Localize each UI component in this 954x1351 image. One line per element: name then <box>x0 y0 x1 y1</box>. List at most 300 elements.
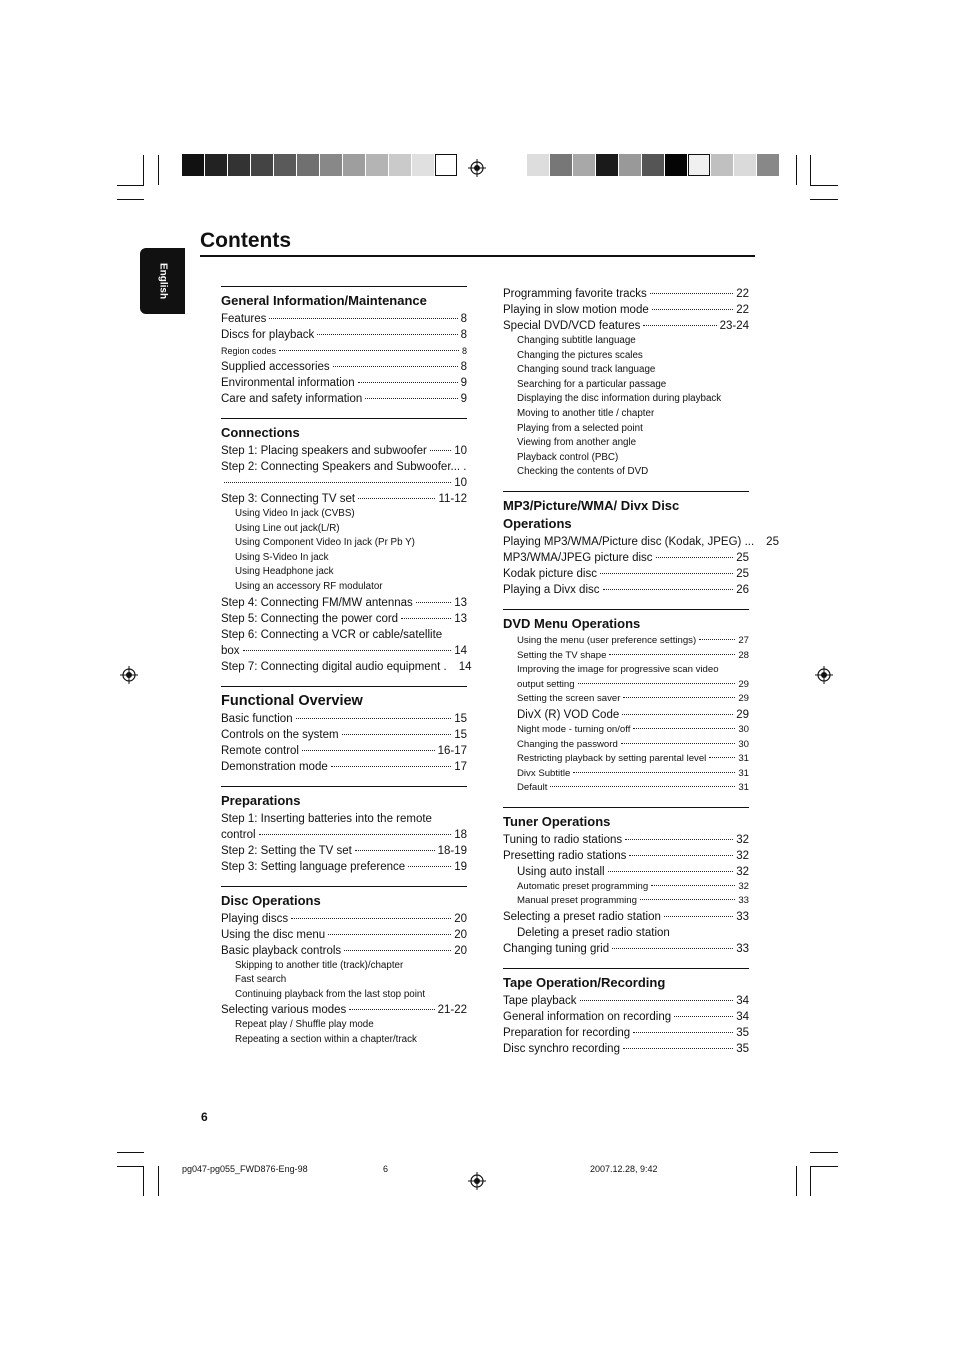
colorbar-swatch <box>642 154 664 176</box>
section-rule <box>503 609 749 610</box>
toc-entry-title: Selecting various modes <box>221 1004 347 1017</box>
toc-entry[interactable] <box>503 707 749 723</box>
toc-entry[interactable] <box>503 723 749 738</box>
section-heading: Tuner Operations <box>503 813 611 829</box>
toc-entry-page: 31 <box>738 782 749 794</box>
toc-entry[interactable] <box>503 302 749 318</box>
toc-entry[interactable] <box>503 909 749 925</box>
dot-leader <box>608 871 734 872</box>
dot-leader <box>656 557 734 558</box>
toc-entry-title: Supplied accessories <box>221 361 330 373</box>
toc-entry-page: 29 <box>738 693 749 705</box>
toc-entry-page: 13 <box>454 596 467 609</box>
dot-leader <box>302 750 435 751</box>
toc-entry[interactable] <box>221 375 467 391</box>
toc-entry-page: 29 <box>738 678 749 690</box>
toc-entry-title: Setting the screen saver <box>517 693 621 705</box>
toc-entry[interactable] <box>221 611 467 627</box>
dot-leader <box>408 866 451 867</box>
toc-entry-page: 20 <box>454 912 467 925</box>
toc-entry-title: Remote control <box>221 744 299 757</box>
toc-subentry: Viewing from another angle <box>517 437 637 449</box>
section-rule <box>503 491 749 492</box>
toc-entry-title: Playing MP3/WMA/Picture disc (Kodak, JPEG) ... <box>503 535 755 548</box>
toc-entry-page: 10 <box>454 477 467 489</box>
toc-entry-title: Region codes <box>221 346 277 356</box>
toc-subentry: Using Video In jack (CVBS) <box>235 508 355 519</box>
dot-leader <box>259 834 452 835</box>
toc-left-column <box>221 286 472 1059</box>
toc-entry-page: 17 <box>454 760 467 773</box>
toc-entry[interactable] <box>503 649 749 664</box>
toc-entry-title: Playing a Divx disc <box>503 583 600 596</box>
dot-leader <box>603 589 734 590</box>
toc-section <box>503 286 749 480</box>
toc-entry-page: 34 <box>736 1011 749 1024</box>
toc-entry[interactable] <box>221 743 467 759</box>
toc-subentry: Using Component Video In jack (Pr Pb Y) <box>235 537 415 549</box>
dot-leader <box>643 325 716 326</box>
toc-entry-page: 14 <box>458 660 472 673</box>
dot-leader <box>296 718 452 719</box>
toc-subentry: Using Headphone jack <box>235 566 334 578</box>
toc-entry-page: 26 <box>736 583 749 596</box>
toc-entry-page: 9 <box>460 377 467 389</box>
toc-entry-title: Improving the image for progressive scan video <box>517 664 719 676</box>
toc-entry-title: output setting <box>517 678 575 690</box>
toc-entry[interactable] <box>221 859 467 875</box>
toc-entry-title: General information on recording <box>503 1011 672 1024</box>
language-tab <box>140 248 185 314</box>
toc-subentry: Displaying the disc information during playback <box>517 393 722 405</box>
colorbar-swatch <box>297 154 319 176</box>
colorbar-right <box>527 154 780 176</box>
dot-leader <box>279 350 459 351</box>
toc-entry-page: 25 <box>766 535 779 548</box>
dot-leader <box>342 734 452 735</box>
toc-entry[interactable] <box>503 566 749 582</box>
dot-leader <box>625 839 733 840</box>
toc-entry[interactable] <box>221 359 467 375</box>
toc-entry-page: 32 <box>736 865 749 878</box>
toc-entry[interactable] <box>221 843 467 859</box>
toc-entry-page: 18-19 <box>437 844 467 857</box>
toc-entry-page: 29 <box>736 708 749 721</box>
toc-entry[interactable] <box>503 1041 749 1057</box>
toc-entry-page: 8 <box>460 361 467 373</box>
dot-leader <box>609 654 735 655</box>
toc-subentry: Changing the pictures scales <box>517 349 643 361</box>
dot-leader <box>622 714 733 715</box>
toc-entry-page: 14 <box>454 644 467 657</box>
dot-leader <box>269 318 457 319</box>
toc-entry-title: Features <box>221 313 267 325</box>
toc-entry-page: 32 <box>736 849 749 862</box>
toc-entry-page: 9 <box>460 393 467 405</box>
dot-leader <box>600 573 733 574</box>
toc-entry-title: Step 1: Inserting batteries into the remote <box>221 812 432 825</box>
toc-subentry: Playing from a selected point <box>517 422 643 434</box>
title-rule <box>200 255 755 257</box>
dot-leader <box>640 899 735 900</box>
toc-entry-title: Demonstration mode <box>221 760 328 773</box>
toc-entry-page: 33 <box>736 911 749 924</box>
toc-entry-page: 8 <box>461 346 467 356</box>
dot-leader <box>699 639 735 640</box>
dot-leader <box>709 757 735 758</box>
toc-entry[interactable] <box>503 534 779 550</box>
toc-entry-page: 23-24 <box>719 320 749 332</box>
colorbar-swatch <box>596 154 618 176</box>
footer-filename: pg047-pg055_FWD876-Eng-98 <box>182 1164 308 1174</box>
colorbar-swatch <box>389 154 411 176</box>
dot-leader <box>573 772 735 773</box>
toc-entry-title: Step 4: Connecting FM/MW antennas <box>221 596 413 609</box>
toc-entry[interactable] <box>221 643 467 659</box>
section-heading: Functional Overview <box>221 692 363 709</box>
language-tab-label: English <box>157 262 168 300</box>
toc-entry-page: 25 <box>736 567 749 580</box>
toc-entry-title: Step 2: Setting the TV set <box>221 844 352 857</box>
section-heading: DVD Menu Operations <box>503 615 641 631</box>
colorbar-swatch <box>527 154 549 176</box>
dot-leader <box>331 766 451 767</box>
registration-mark-icon <box>468 1172 486 1190</box>
toc-entry[interactable] <box>221 927 467 943</box>
toc-entry-title: Step 5: Connecting the power cord <box>221 612 399 625</box>
toc-entry-title: Step 3: Setting language preference <box>221 860 406 873</box>
toc-entry[interactable] <box>503 880 749 895</box>
toc-entry[interactable] <box>221 311 467 327</box>
toc-entry-title: Using auto install <box>517 865 605 878</box>
toc-entry-title: Discs for playback <box>221 329 315 341</box>
registration-mark-icon <box>120 666 138 684</box>
colorbar-left <box>182 154 458 176</box>
dot-leader <box>580 1000 734 1001</box>
dot-leader <box>333 366 458 367</box>
toc-entry-page: 30 <box>738 723 749 735</box>
toc-entry-title: Using the menu (user preference settings) <box>517 634 697 646</box>
toc-entry-page: 31 <box>738 767 749 779</box>
colorbar-swatch <box>619 154 641 176</box>
toc-entry-title: Changing the password <box>517 738 618 750</box>
toc-entry-page: 33 <box>738 895 749 907</box>
dot-leader <box>578 683 736 684</box>
section-heading: Disc Operations <box>221 892 321 908</box>
colorbar-swatch <box>366 154 388 176</box>
toc-entry-title: Divx Subtitle <box>517 767 571 779</box>
dot-leader <box>633 1032 733 1033</box>
toc-entry[interactable] <box>221 827 467 843</box>
toc-entry-page: 35 <box>736 1027 749 1040</box>
toc-subentry: Continuing playback from the last stop point <box>235 988 426 1000</box>
toc-entry[interactable] <box>221 659 472 675</box>
dot-leader <box>224 482 451 483</box>
colorbar-swatch <box>320 154 342 176</box>
colorbar-swatch <box>412 154 434 176</box>
toc-entry-page: 35 <box>736 1043 749 1056</box>
colorbar-swatch <box>711 154 733 176</box>
toc-section <box>221 686 467 775</box>
section-rule <box>503 968 749 969</box>
toc-entry[interactable] <box>503 738 749 753</box>
page-title: Contents <box>200 229 291 252</box>
toc-entry-title: control <box>221 828 256 841</box>
toc-entry-title: Preparation for recording <box>503 1027 631 1040</box>
toc-entry-page: 32 <box>736 833 749 846</box>
toc-entry-title: Selecting a preset radio station <box>503 911 661 924</box>
colorbar-swatch <box>665 154 687 176</box>
toc-entry[interactable] <box>221 627 467 643</box>
colorbar-swatch <box>688 154 710 176</box>
toc-entry-title: Tape playback <box>503 995 577 1008</box>
toc-entry-page: 20 <box>454 944 467 957</box>
toc-entry[interactable] <box>503 663 749 678</box>
toc-entry-title: Step 2: Connecting Speakers and Subwoofer... . <box>221 461 467 473</box>
toc-entry[interactable] <box>503 582 749 598</box>
toc-entry-page: 8 <box>460 313 467 325</box>
toc-entry[interactable] <box>503 318 749 334</box>
toc-entry-page: 25 <box>736 551 749 564</box>
toc-entry-title: Night mode - turning on/off <box>517 723 631 735</box>
toc-entry-title: Setting the TV shape <box>517 649 607 661</box>
toc-entry[interactable] <box>221 911 467 927</box>
section-heading: Preparations <box>221 792 301 808</box>
registration-mark-icon <box>468 159 486 177</box>
dot-leader <box>317 334 457 335</box>
toc-entry-title: MP3/WMA/JPEG picture disc <box>503 551 653 564</box>
toc-subentry: Moving to another title / chapter <box>517 407 655 419</box>
toc-entry-title: Step 1: Placing speakers and subwoofer <box>221 445 427 457</box>
toc-entry-page: 21-22 <box>437 1004 467 1017</box>
toc-entry-page: 20 <box>454 928 467 941</box>
toc-entry[interactable] <box>221 727 467 743</box>
toc-entry[interactable] <box>503 767 749 782</box>
toc-entry-title: Care and safety information <box>221 393 363 405</box>
toc-entry[interactable] <box>503 286 749 302</box>
section-rule <box>221 686 467 687</box>
colorbar-swatch <box>435 154 457 176</box>
footer-date: 2007.12.28, 9:42 <box>590 1164 658 1174</box>
colorbar-swatch <box>205 154 227 176</box>
toc-entry-page: 22 <box>736 304 749 316</box>
toc-entry-page: 15 <box>454 728 467 741</box>
toc-entry[interactable] <box>221 595 467 611</box>
toc-subentry: Using an accessory RF modulator <box>235 580 383 592</box>
dot-leader <box>328 934 451 935</box>
toc-entry-title: DivX (R) VOD Code <box>517 708 620 721</box>
toc-section <box>503 968 749 1057</box>
dot-leader <box>349 1009 434 1010</box>
toc-entry[interactable] <box>221 491 467 507</box>
toc-entry-title: Using the disc menu <box>221 928 326 941</box>
toc-entry[interactable] <box>221 443 467 459</box>
toc-entry-title: Environmental information <box>221 377 355 389</box>
section-heading: Tape Operation/Recording <box>503 975 666 991</box>
toc-entry-title: Step 6: Connecting a VCR or cable/satellite <box>221 628 443 641</box>
toc-entry[interactable] <box>503 864 749 880</box>
toc-entry[interactable] <box>221 943 467 959</box>
dot-leader <box>430 450 451 451</box>
toc-entry[interactable] <box>503 1025 749 1041</box>
dot-leader <box>652 309 733 310</box>
toc-subentry: Fast search <box>235 974 287 986</box>
dot-leader <box>358 498 435 499</box>
toc-entry-title: Changing tuning grid <box>503 943 610 956</box>
toc-subentry: Checking the contents of DVD <box>517 466 649 478</box>
toc-entry[interactable] <box>503 848 749 864</box>
toc-entry[interactable] <box>503 941 749 957</box>
colorbar-swatch <box>343 154 365 176</box>
toc-entry-page: 8 <box>460 329 467 341</box>
section-heading: Connections <box>221 425 300 440</box>
dot-leader <box>365 398 457 399</box>
dot-leader <box>621 743 736 744</box>
toc-entry-title: Basic function <box>221 712 293 725</box>
toc-entry[interactable] <box>221 391 467 407</box>
toc-entry-page: 22 <box>736 288 749 300</box>
dot-leader <box>623 697 735 698</box>
toc-section <box>503 609 749 796</box>
toc-entry-title: Manual preset programming <box>517 895 637 907</box>
toc-section <box>503 807 749 957</box>
toc-entry[interactable] <box>503 752 749 767</box>
toc-entry[interactable] <box>503 925 749 941</box>
dot-leader <box>629 855 733 856</box>
toc-entry[interactable] <box>503 894 749 909</box>
toc-entry-title: Basic playback controls <box>221 944 342 957</box>
toc-entry[interactable] <box>503 781 749 796</box>
dot-leader <box>344 950 451 951</box>
toc-entry-page: 13 <box>454 612 467 625</box>
toc-section <box>503 491 779 598</box>
toc-subentry: Using S-Video In jack <box>235 551 329 563</box>
toc-subentry: Changing sound track language <box>517 364 656 376</box>
toc-entry-page: 32 <box>738 880 749 892</box>
toc-entry-title: Programming favorite tracks <box>503 288 647 300</box>
toc-entry-page: 16-17 <box>437 744 467 757</box>
toc-entry-page: 18 <box>454 828 467 841</box>
dot-leader <box>651 885 735 886</box>
toc-section <box>221 418 472 675</box>
dot-leader <box>612 948 733 949</box>
dot-leader <box>674 1016 733 1017</box>
dot-leader <box>633 728 735 729</box>
dot-leader <box>650 293 733 294</box>
toc-entry[interactable] <box>221 759 467 775</box>
toc-entry-title: Deleting a preset radio station <box>517 927 670 940</box>
toc-entry[interactable] <box>221 459 467 475</box>
toc-entry-title: Special DVD/VCD features <box>503 320 641 332</box>
toc-entry-title: Default <box>517 782 548 794</box>
toc-entry-title: Playing discs <box>221 912 289 925</box>
registration-mark-icon <box>815 666 833 684</box>
toc-entry-title: Restricting playback by setting parental level <box>517 753 707 765</box>
colorbar-swatch <box>734 154 756 176</box>
toc-entry[interactable] <box>503 550 749 566</box>
toc-entry-title: Disc synchro recording <box>503 1043 620 1056</box>
toc-entry-title: Playing in slow motion mode <box>503 304 649 316</box>
toc-entry[interactable] <box>221 475 467 491</box>
toc-entry-title: Kodak picture disc <box>503 567 597 580</box>
toc-subentry: Changing subtitle language <box>517 335 636 346</box>
toc-subentry: Skipping to another title (track)/chapter <box>235 959 404 971</box>
toc-section <box>221 286 467 407</box>
dot-leader <box>416 602 451 603</box>
toc-entry[interactable] <box>503 678 749 693</box>
page-number: 6 <box>201 1110 208 1124</box>
toc-entry-title: box <box>221 644 240 657</box>
dot-leader <box>623 1048 733 1049</box>
toc-entry[interactable] <box>503 993 749 1009</box>
toc-entry-page: 34 <box>736 995 749 1008</box>
toc-entry[interactable] <box>221 1002 467 1018</box>
section-heading: General Information/Maintenance <box>221 293 427 308</box>
section-heading: MP3/Picture/WMA/ Divx Disc Operations <box>503 497 680 531</box>
section-rule <box>221 886 467 887</box>
toc-entry-page: 30 <box>738 738 749 750</box>
dot-leader <box>291 918 451 919</box>
section-rule <box>221 786 467 787</box>
toc-entry[interactable] <box>221 343 467 359</box>
colorbar-swatch <box>550 154 572 176</box>
toc-entry-page: 19 <box>454 860 467 873</box>
toc-section <box>221 886 467 1048</box>
toc-right-column <box>503 286 779 1068</box>
colorbar-swatch <box>182 154 204 176</box>
toc-entry-page: 28 <box>738 649 749 661</box>
toc-entry-title: Step 3: Connecting TV set <box>221 493 356 505</box>
toc-entry[interactable] <box>221 811 467 827</box>
toc-subentry: Playback control (PBC) <box>517 451 619 463</box>
dot-leader <box>401 618 451 619</box>
dot-leader <box>355 850 435 851</box>
section-rule <box>221 418 467 419</box>
toc-entry-page: 15 <box>454 712 467 725</box>
toc-entry-title: Step 7: Connecting digital audio equipment . <box>221 660 447 673</box>
dot-leader <box>550 786 735 787</box>
toc-entry[interactable] <box>503 832 749 848</box>
toc-entry-title: Controls on the system <box>221 728 339 741</box>
toc-entry[interactable] <box>221 327 467 343</box>
section-rule <box>221 286 467 287</box>
toc-entry-page: 27 <box>738 634 749 646</box>
colorbar-swatch <box>251 154 273 176</box>
toc-entry-page: 31 <box>738 753 749 765</box>
toc-entry-title: Tuning to radio stations <box>503 833 623 846</box>
toc-subentry: Repeating a section within a chapter/track <box>235 1033 417 1045</box>
toc-entry[interactable] <box>503 1009 749 1025</box>
toc-entry[interactable] <box>221 711 467 727</box>
colorbar-swatch <box>757 154 779 176</box>
colorbar-swatch <box>274 154 296 176</box>
toc-entry[interactable] <box>503 634 749 649</box>
toc-entry-page: 10 <box>454 445 467 457</box>
section-rule <box>503 807 749 808</box>
toc-subentry: Using Line out jack(L/R) <box>235 522 340 534</box>
colorbar-swatch <box>228 154 250 176</box>
toc-entry-page: 33 <box>736 943 749 956</box>
dot-leader <box>664 916 733 917</box>
colorbar-swatch <box>573 154 595 176</box>
toc-section <box>221 786 467 875</box>
toc-entry[interactable] <box>503 692 749 707</box>
toc-entry-title: Presetting radio stations <box>503 849 627 862</box>
toc-entry-page: 11-12 <box>438 493 467 505</box>
toc-entry-title: Automatic preset programming <box>517 880 649 892</box>
toc-subentry: Repeat play / Shuffle play mode <box>235 1019 374 1031</box>
dot-leader <box>243 650 452 651</box>
